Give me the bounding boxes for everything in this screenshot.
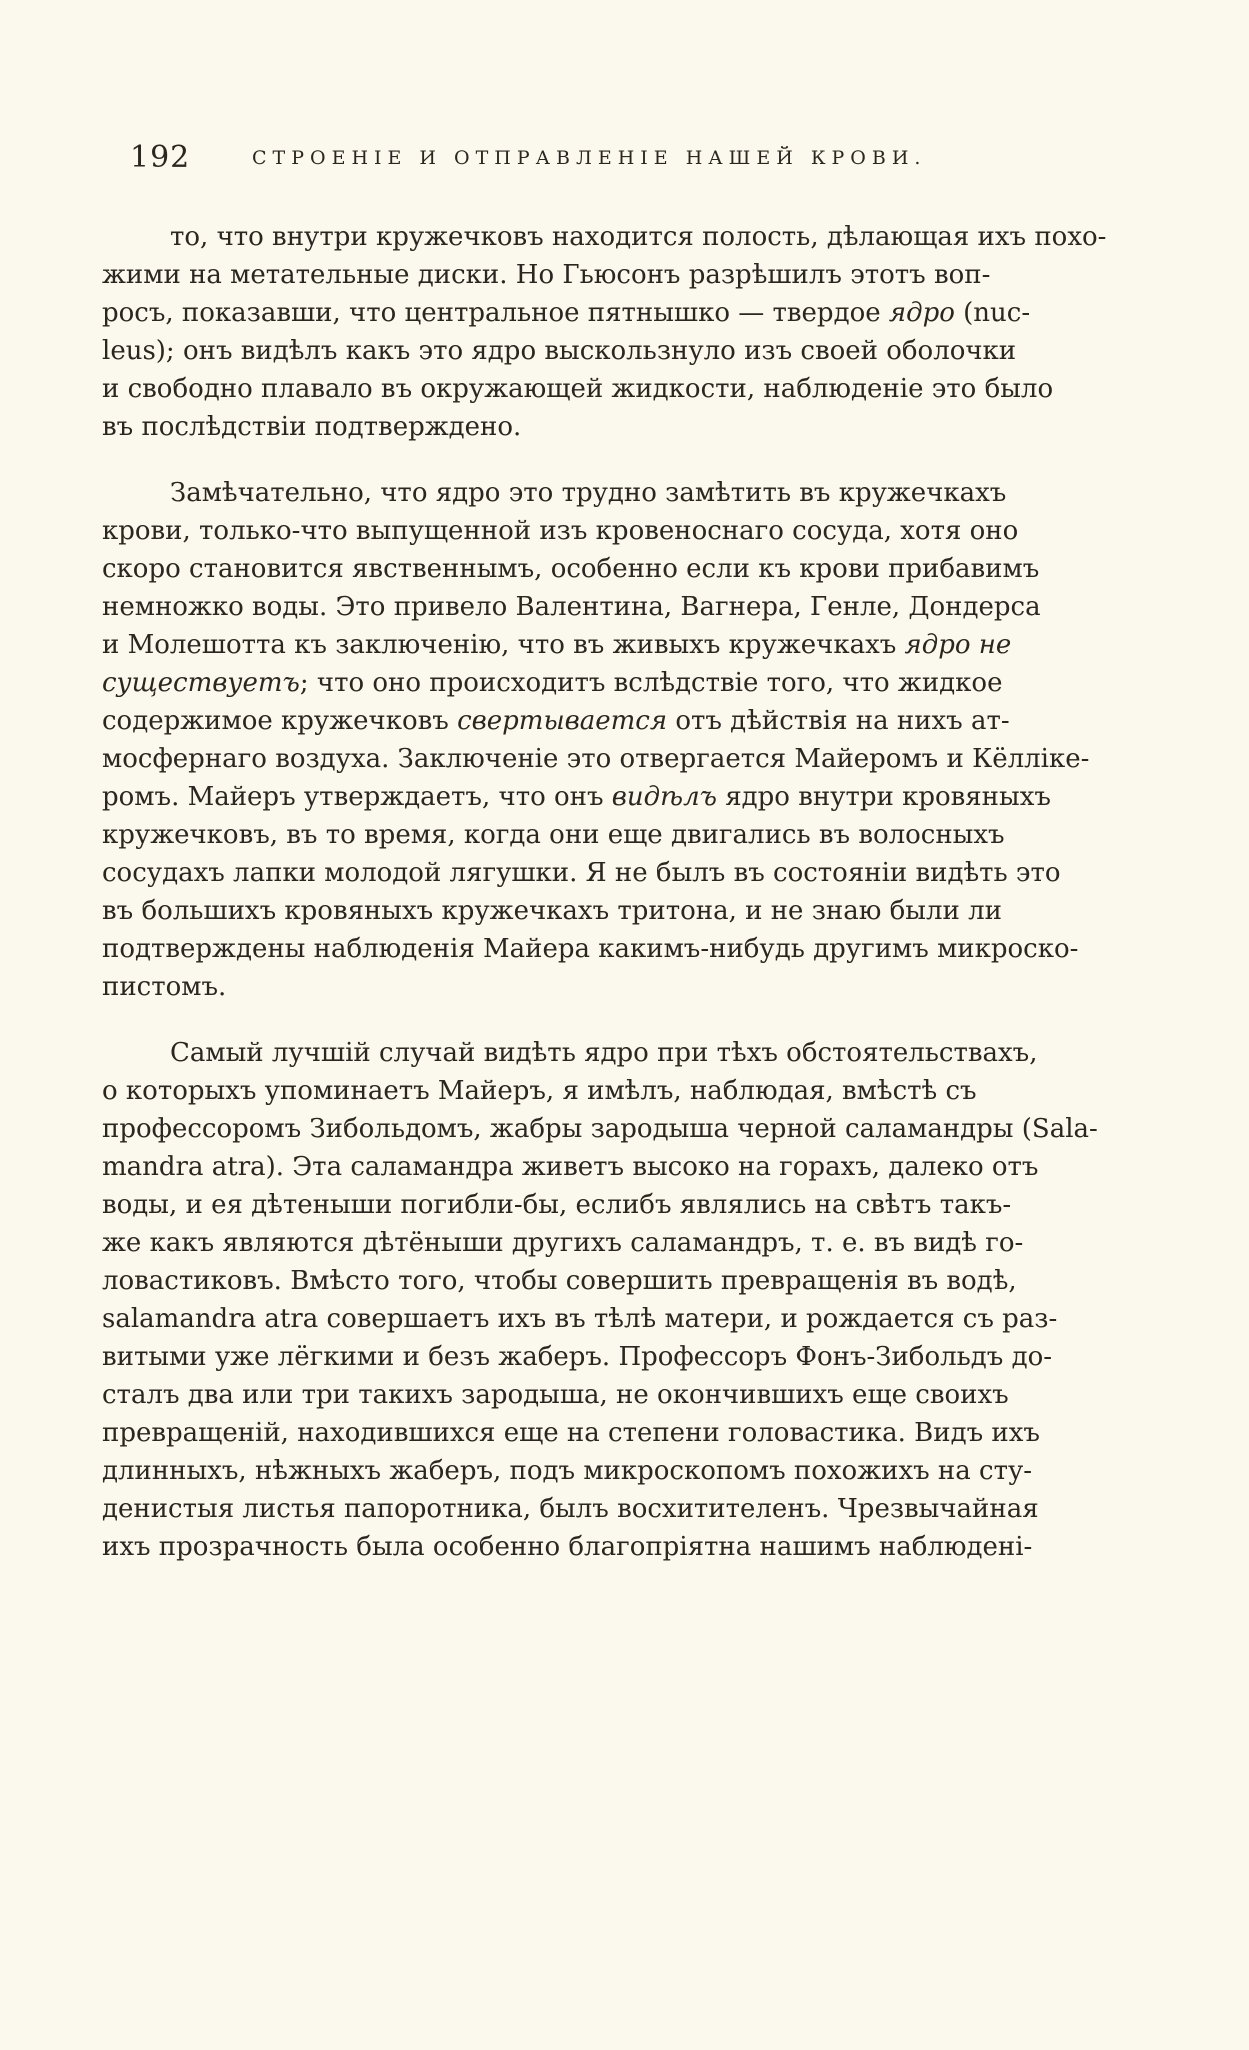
text-line	[102, 892, 1162, 930]
text-line	[102, 1490, 1162, 1528]
text-line	[102, 474, 1162, 512]
text-line	[102, 1376, 1162, 1414]
text-line	[102, 664, 1162, 702]
text-run: ловастиковъ. Вмѣсто того, чтобы совершить превращенія въ водѣ,	[102, 1266, 1017, 1296]
text-run: Замѣчательно, что ядро это трудно замѣтить въ кружечкахъ	[170, 478, 1007, 508]
text-run: пистомъ.	[102, 972, 227, 1002]
text-run: сталъ два или три такихъ зародыша, не окончившихъ еще своихъ	[102, 1380, 1009, 1410]
text-line	[102, 1224, 1162, 1262]
text-line	[102, 1034, 1162, 1072]
text-run: скоро становится явственнымъ, особенно если къ крови прибавимъ	[102, 554, 1040, 584]
text-run: и Молешотта къ заключенію, что въ живыхъ кружечкахъ	[102, 630, 905, 660]
text-run: подтверждены наблюденія Майера какимъ-нибудь другимъ микроско-	[102, 934, 1079, 964]
text-run: денистыя листья папоротника, былъ восхитителенъ. Чрезвычайная	[102, 1494, 1039, 1524]
text-line	[102, 854, 1162, 892]
text-line	[102, 968, 1162, 1006]
text-run: ; что оно происходитъ вслѣдствіе того, что жидкое	[299, 668, 1003, 698]
text-run: salamandra atra совершаетъ ихъ въ тѣлѣ матери, и рождается съ раз-	[102, 1304, 1058, 1334]
paragraph	[102, 218, 1162, 446]
text-run: то, что внутри кружечковъ находится полость, дѣлающая ихъ похо-	[170, 222, 1107, 252]
paragraph	[102, 474, 1162, 1006]
page-number: 192	[130, 140, 191, 175]
text-line	[102, 1072, 1162, 1110]
italic-run: видѣлъ	[611, 782, 717, 812]
text-line	[102, 256, 1162, 294]
paragraph	[102, 1034, 1162, 1566]
text-run: жими на метательные диски. Но Гьюсонъ разрѣшилъ этотъ воп-	[102, 260, 991, 290]
text-run: превращеній, находившихся еще на степени головастика. Видъ ихъ	[102, 1418, 1040, 1448]
text-line	[102, 1528, 1162, 1566]
text-line	[102, 332, 1162, 370]
text-run: (nuc-	[954, 298, 1031, 328]
text-run: Самый лучшій случай видѣть ядро при тѣхъ обстоятельствахъ,	[170, 1038, 1038, 1068]
text-line	[102, 930, 1162, 968]
text-run: въ большихъ кровяныхъ кружечкахъ тритона, и не знаю были ли	[102, 896, 1002, 926]
text-run: содержимое кружечковъ	[102, 706, 458, 736]
text-run: мосфернаго воздуха. Заключеніе это отвергается Майеромъ и Кёлліке-	[102, 744, 1090, 774]
text-line	[102, 1186, 1162, 1224]
text-line	[102, 512, 1162, 550]
text-run: mandra atra). Эта саламандра живетъ высоко на горахъ, далеко отъ	[102, 1152, 1039, 1182]
page-header	[130, 138, 1010, 178]
text-line	[102, 1414, 1162, 1452]
text-line	[102, 816, 1162, 854]
italic-run: свертывается	[457, 706, 668, 736]
text-line	[102, 626, 1162, 664]
italic-run: существуетъ	[102, 668, 300, 698]
text-run: leus); онъ видѣлъ какъ это ядро выскользнуло изъ своей оболочки	[102, 336, 1017, 366]
italic-run: ядро не	[904, 630, 1012, 660]
text-run: въ послѣдствіи подтверждено.	[102, 412, 522, 442]
body-text	[102, 218, 1162, 1566]
running-title: СТРОЕНІЕ И ОТПРАВЛЕНІЕ НАШЕЙ КРОВИ.	[252, 147, 927, 169]
text-line	[102, 1110, 1162, 1148]
text-line	[102, 740, 1162, 778]
text-run: и свободно плавало въ окружающей жидкости, наблюденіе это было	[102, 374, 1054, 404]
text-run: росъ, показавши, что центральное пятнышко — твердое	[102, 298, 889, 328]
text-line	[102, 370, 1162, 408]
text-line	[102, 1300, 1162, 1338]
text-run: о которыхъ упоминаетъ Майеръ, я имѣлъ, наблюдая, вмѣстѣ съ	[102, 1076, 977, 1106]
text-line	[102, 294, 1162, 332]
text-run: витыми уже лёгкими и безъ жаберъ. Профессоръ Фонъ-Зибольдъ до-	[102, 1342, 1053, 1372]
text-line	[102, 1338, 1162, 1376]
text-line	[102, 1148, 1162, 1186]
text-run: ромъ. Майеръ утверждаетъ, что онъ	[102, 782, 612, 812]
text-run: воды, и ея дѣтеныши погибли-бы, еслибъ являлись на свѣтъ такъ-	[102, 1190, 1012, 1220]
text-line	[102, 778, 1162, 816]
text-run: длинныхъ, нѣжныхъ жаберъ, подъ микроскопомъ похожихъ на сту-	[102, 1456, 1033, 1486]
text-line	[102, 1452, 1162, 1490]
italic-run: ядро	[888, 298, 955, 328]
text-line	[102, 588, 1162, 626]
text-line	[102, 550, 1162, 588]
text-run: сосудахъ лапки молодой лягушки. Я не былъ въ состояніи видѣть это	[102, 858, 1061, 888]
text-run: ихъ прозрачность была особенно благопріятна нашимъ наблюдені-	[102, 1532, 1033, 1562]
text-run: крови, только-что выпущенной изъ кровеноснаго сосуда, хотя оно	[102, 516, 1019, 546]
text-run: кружечковъ, въ то время, когда они еще двигались въ волосныхъ	[102, 820, 1005, 850]
text-line	[102, 702, 1162, 740]
text-run: немножко воды. Это привело Валентина, Вагнера, Генле, Дондерса	[102, 592, 1041, 622]
text-run: ядро внутри кровяныхъ	[716, 782, 1051, 812]
text-line	[102, 218, 1162, 256]
text-line	[102, 1262, 1162, 1300]
text-line	[102, 408, 1162, 446]
text-run: же какъ являются дѣтёныши другихъ саламандръ, т. е. въ видѣ го-	[102, 1228, 1024, 1258]
text-run: профессоромъ Зибольдомъ, жабры зародыша черной саламандры (Sala-	[102, 1114, 1098, 1144]
text-run: отъ дѣйствія на нихъ ат-	[667, 706, 1010, 736]
